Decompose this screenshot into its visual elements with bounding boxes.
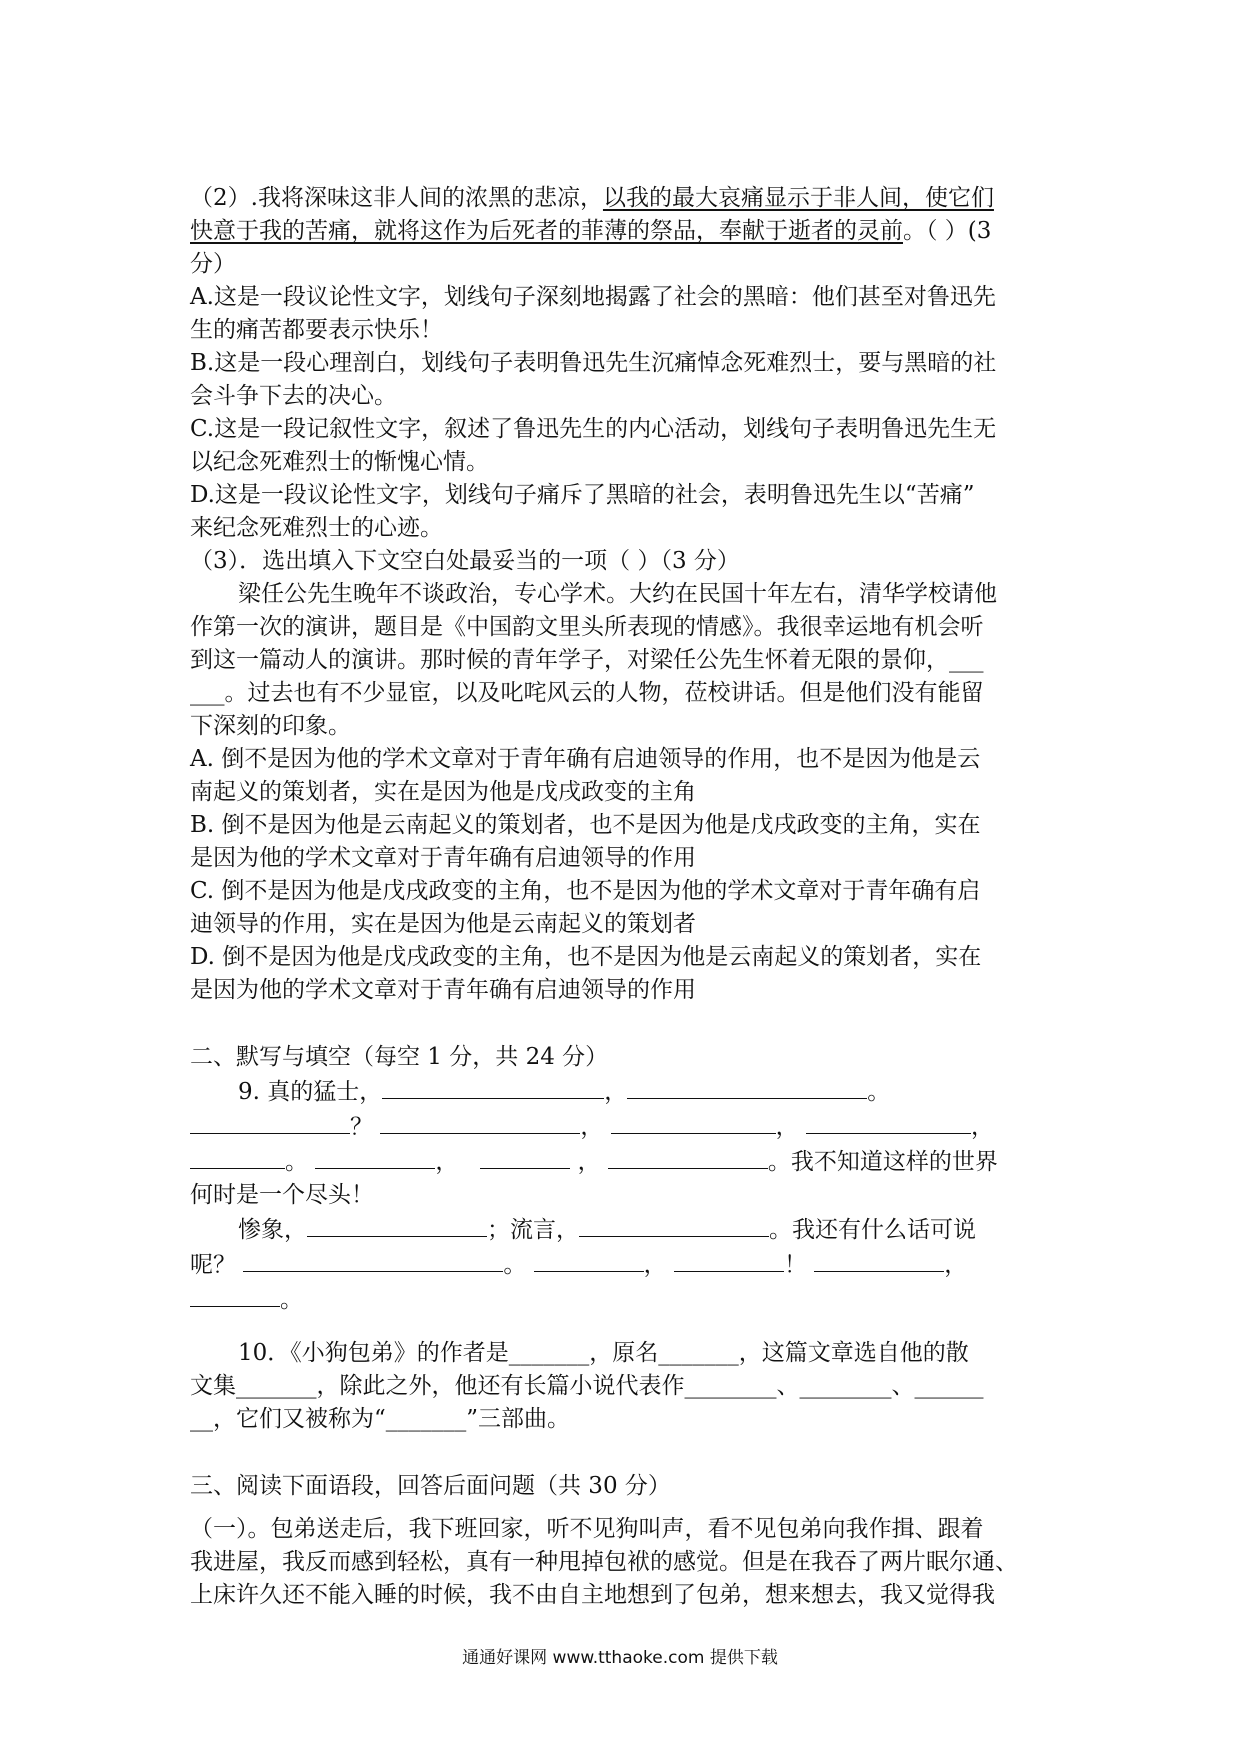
q9-line: 。 ， ， 。我不知道这样的世界: [190, 1144, 1070, 1179]
option-a-cont: 生的痛苦都要表示快乐！: [190, 317, 443, 343]
answer-blank[interactable]: [480, 1144, 570, 1169]
answer-blank[interactable]: [380, 1109, 580, 1134]
option-c: C. 倒不是因为他是戊戌政变的主角，也不是因为他的学术文章对于青年确有启: [190, 878, 981, 904]
option-a: A.这是一段议论性文字，划线句子深刻地揭露了社会的黑暗：他们甚至对鲁迅先: [190, 284, 996, 310]
option-b: B. 倒不是因为他是云南起义的策划者，也不是因为他是戊戌政变的主角，实在: [190, 812, 981, 838]
answer-blank[interactable]: [382, 1074, 604, 1099]
q10-line: 10．《小狗包弟》的作者是_______，原名_______，这篇文章选自他的散: [238, 1340, 969, 1366]
passage-line: 上床许久还不能入睡的时候，我不由自主地想到了包弟，想来想去，我又觉得我: [190, 1582, 995, 1608]
option-d-cont: 来纪念死难烈士的心迹。: [190, 515, 443, 541]
section-2: [190, 1041, 1070, 1436]
option-c-cont: 以纪念死难烈士的惭愧心情。: [190, 449, 489, 475]
q9-line: 9. 真的猛士， ， 。: [190, 1074, 1070, 1109]
answer-blank[interactable]: [608, 1144, 768, 1169]
q2-line: 快意于我的苦痛，就将这作为后死者的菲薄的祭品，奉献于逝者的灵前。（ ）(3: [190, 218, 992, 244]
answer-blank[interactable]: [315, 1144, 435, 1169]
q9-line: 呢？ 。 ， ！ ，: [190, 1247, 1070, 1282]
answer-blank[interactable]: [190, 1282, 280, 1307]
q3-passage-line: ___。过去也有不少显宦，以及叱咤风云的人物，莅校讲话。但是他们没有能留: [190, 680, 984, 706]
q9-line: 。: [190, 1282, 1070, 1317]
answer-blank[interactable]: [627, 1074, 867, 1099]
option-d: D. 倒不是因为他是戊戌政变的主角，也不是因为他是云南起义的策划者，实在: [190, 944, 982, 970]
q10-line: __，它们又被称为“_______”三部曲。: [190, 1406, 571, 1432]
q10-line: 文集_______，除此之外，他还有长篇小说代表作________、________、______: [190, 1373, 984, 1399]
q2-line: 分）: [190, 251, 236, 277]
option-c-cont: 迪领导的作用，实在是因为他是云南起义的策划者: [190, 911, 696, 937]
underlined-sentence: 以我的最大哀痛显示于非人间，使它们: [602, 185, 994, 211]
option-b: B.这是一段心理剖白，划线句子表明鲁迅先生沉痛悼念死难烈士，要与黑暗的社: [190, 350, 997, 376]
q9-line: ？ ， ， ，: [190, 1109, 1070, 1144]
option-a: A. 倒不是因为他的学术文章对于青年确有启迪领导的作用，也不是因为他是云: [190, 746, 981, 772]
q3-passage-line: 下深刻的印象。: [190, 713, 351, 739]
q3-passage-line: 到这一篇动人的演讲。那时候的青年学子，对梁任公先生怀着无限的景仰，___: [190, 647, 984, 673]
answer-blank[interactable]: [243, 1247, 503, 1272]
answer-blank[interactable]: [534, 1247, 644, 1272]
option-c: C.这是一段记叙性文字，叙述了鲁迅先生的内心活动，划线句子表明鲁迅先生无: [190, 416, 997, 442]
answer-blank[interactable]: [611, 1109, 776, 1134]
q3-stem: （3）．选出填入下文空白处最妥当的一项（ ）（3 分）: [190, 548, 740, 574]
section-heading: 三、阅读下面语段，回答后面问题（共 30 分）: [190, 1473, 671, 1499]
section-heading: 二、默写与填空（每空 1 分，共 24 分）: [190, 1044, 609, 1070]
option-b-cont: 是因为他的学术文章对于青年确有启迪领导的作用: [190, 845, 696, 871]
question-2: [190, 182, 1070, 545]
answer-blank[interactable]: [190, 1144, 285, 1169]
question-3: [190, 545, 1070, 1007]
section-3: [190, 1470, 1070, 1612]
q2-line: （2）.我将深味这非人间的浓黑的悲凉，以我的最大哀痛显示于非人间，使它们: [190, 185, 994, 211]
answer-blank[interactable]: [674, 1247, 784, 1272]
option-b-cont: 会斗争下去的决心。: [190, 383, 397, 409]
answer-blank[interactable]: [190, 1109, 350, 1134]
option-d: D.这是一段议论性文字，划线句子痛斥了黑暗的社会，表明鲁迅先生以“苦痛”: [190, 482, 975, 508]
q3-passage-line: 梁任公先生晚年不谈政治，专心学术。大约在民国十年左右，清华学校请他: [238, 581, 997, 607]
answer-blank[interactable]: [307, 1212, 487, 1237]
option-a-cont: 南起义的策划者，实在是因为他是戊戌政变的主角: [190, 779, 696, 805]
passage-line: 我进屋，我反而感到轻松，真有一种甩掉包袱的感觉。但是在我吞了两片眠尔通、: [190, 1549, 1018, 1575]
q9-line: 惨象， ；流言， 。我还有什么话可说: [190, 1212, 1070, 1247]
option-d-cont: 是因为他的学术文章对于青年确有启迪领导的作用: [190, 977, 696, 1003]
answer-blank[interactable]: [579, 1212, 769, 1237]
document-page: [190, 182, 1070, 1612]
underlined-sentence: 快意于我的苦痛，就将这作为后死者的菲薄的祭品，奉献于逝者的灵前: [190, 218, 903, 244]
q9-line: 何时是一个尽头！: [190, 1182, 374, 1208]
q3-passage-line: 作第一次的演讲，题目是《中国韵文里头所表现的情感》。我很幸运地有机会听: [190, 614, 984, 640]
passage-line: （一）。包弟送走后，我下班回家，听不见狗叫声，看不见包弟向我作揖、跟着: [190, 1516, 984, 1542]
answer-blank[interactable]: [806, 1109, 971, 1134]
page-footer: 通通好课网 www.tthaoke.com 提供下载: [462, 1648, 778, 1668]
answer-blank[interactable]: [814, 1247, 944, 1272]
